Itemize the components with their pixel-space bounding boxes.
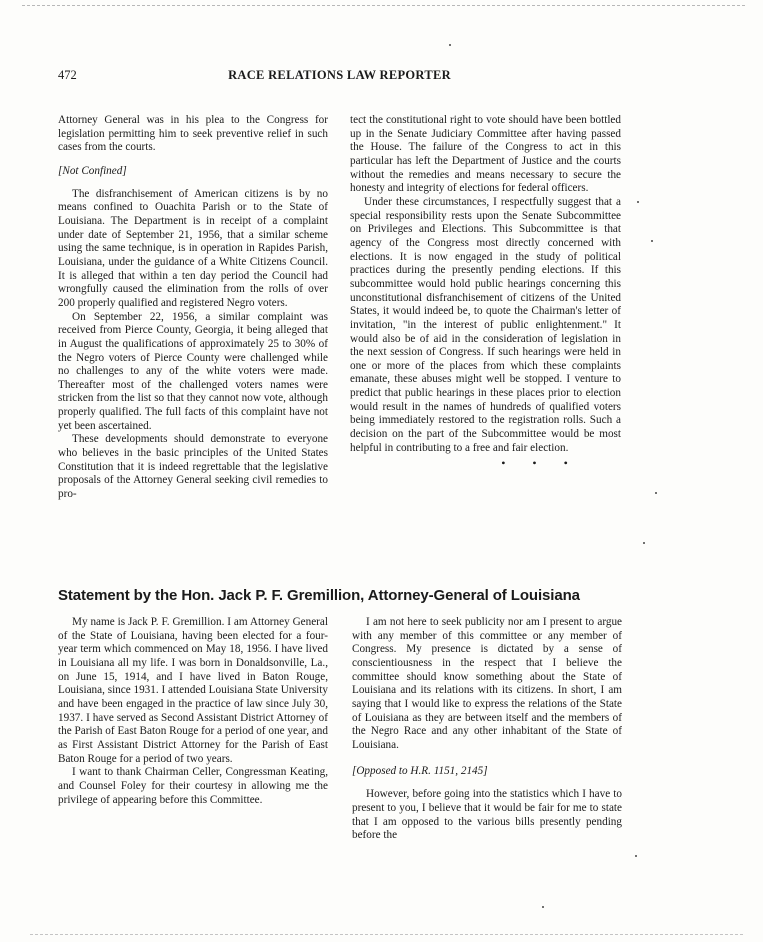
paragraph: Attorney General was in his plea to the Congress for legislation permitting him to seek preventive relief in such cases from the courts.	[58, 114, 328, 154]
paragraph: These developments should demonstrate to everyone who believes in the basic principles of the United States Constitution that it is indeed regrettable that the legislative proposals of the Attorney General seeking civil remedies to pro-	[58, 433, 328, 501]
paragraph: I am not here to seek publicity nor am I present to argue with any member of this committee or any member of Congress. My presence is dictated by a sense of conscientiousness in the respect that I believe the committee should know something about the State of Louisiana and its relations with its citizens. In short, I am saying that I would like to express the relations of the State of Louisiana as they are between itself and the members of the Negro Race and any other inhabitant of the State of Louisiana.	[352, 616, 622, 751]
paragraph: Under these circumstances, I respectfully suggest that a special responsibility rests upon the Senate Subcommittee on Privileges and Elections. This Subcommittee is that agency of the Congress most directly concerned with elections. It is now engaged in the study of political practices during the presently pending elections. If this subcommittee would hold public hearings concerning this unconstitutional disfranchisement of citizens of the United States, it would indeed be, to quote the Chairman's letter of invitation, "in the interest of public enlightenment." It would also be of aid in the consideration of legislation in the next session of Congress. If such hearings were held in one or more of the places from which these complaints emanate, these abuses might well be stopped. I venture to predict that public hearings in these places prior to election would result in the names of hundreds of qualified voters being immediately restored to the registration rolls. Such a decision on the part of the Subcommittee would be most helpful in contributing to a free and fair election.	[350, 195, 621, 454]
section-separator: • • •	[501, 456, 580, 471]
paragraph: On September 22, 1956, a similar complaint was received from Pierce County, Georgia, it being alleged that in August the qualifications of approximately 25 to 30% of the Negro voters of Pierce County were challenged while no challenges to any of the white voters were made. Thereafter most of the challenged voters names were stricken from the list so that they cannot now vote, although properly qualified. The full facts of this complaint have not yet been ascertained.	[58, 310, 328, 432]
paragraph: However, before going into the statistics which I have to present to you, I believe that it would be fair for me to state that I am opposed to the various bills presently pending before the	[352, 788, 622, 842]
scan-speck	[655, 492, 657, 494]
section-subhead: [Opposed to H.R. 1151, 2145]	[352, 764, 488, 777]
paragraph: My name is Jack P. F. Gremillion. I am Attorney General of the State of Louisiana, having been elected for a four-year term which commenced on May 18, 1956. I have lived in Louisiana all my life. I was born in Donaldsonville, La., on June 15, 1914, and I have lived in Baton Rouge, Louisiana, since 1931. I attended Louisiana State University and have been engaged in the practice of law since July 30, 1937. I have served as Second Assistant District Attorney of the Parish of East Baton Rouge for a period of one year, and as First Assistant District Attorney for the Parish of East Baton Rouge for a period of two years.	[58, 616, 328, 765]
scan-speck	[637, 201, 639, 203]
page-top-border	[22, 5, 745, 6]
column-bottom-right	[352, 616, 622, 843]
paragraph: tect the constitutional right to vote should have been bottled up in the Senate Judiciary Committee after having passed the House. The failure of the Congress to act in this particular has left the Department of Justice and the courts without the remedies and means necessary to secure the honesty and integrity of elections for federal officers.	[350, 114, 621, 195]
scan-speck	[635, 855, 637, 857]
page-bottom-border	[30, 934, 743, 935]
column-top-right	[350, 114, 621, 471]
column-top-left	[58, 114, 328, 502]
page-header	[58, 68, 621, 84]
scan-speck	[449, 44, 451, 46]
column-bottom-left	[58, 616, 328, 807]
section-subhead: [Not Confined]	[58, 164, 127, 177]
paragraph: I want to thank Chairman Celler, Congressman Keating, and Counsel Foley for their courtesy in allowing me the privilege of appearing before this Committee.	[58, 766, 328, 806]
scan-speck	[542, 906, 544, 908]
scan-speck	[643, 542, 645, 544]
statement-title: Statement by the Hon. Jack P. F. Gremillion, Attorney-General of Louisiana	[58, 587, 580, 604]
running-head: RACE RELATIONS LAW REPORTER	[228, 68, 451, 82]
page-number: 472	[58, 68, 77, 82]
scan-speck	[651, 240, 653, 242]
paragraph: The disfranchisement of American citizens is by no means confined to Ouachita Parish or to the State of Louisiana. The Department is in receipt of a complaint under date of September 21, 1956, that a similar scheme using the same technique, is in operation in Rapides Parish, Louisiana, under the guidance of a White Citizens Council. It is alleged that within a ten day period the Council had wrongfully caused the elimination from the rolls of over 200 properly qualified and registered Negro voters.	[58, 187, 328, 309]
